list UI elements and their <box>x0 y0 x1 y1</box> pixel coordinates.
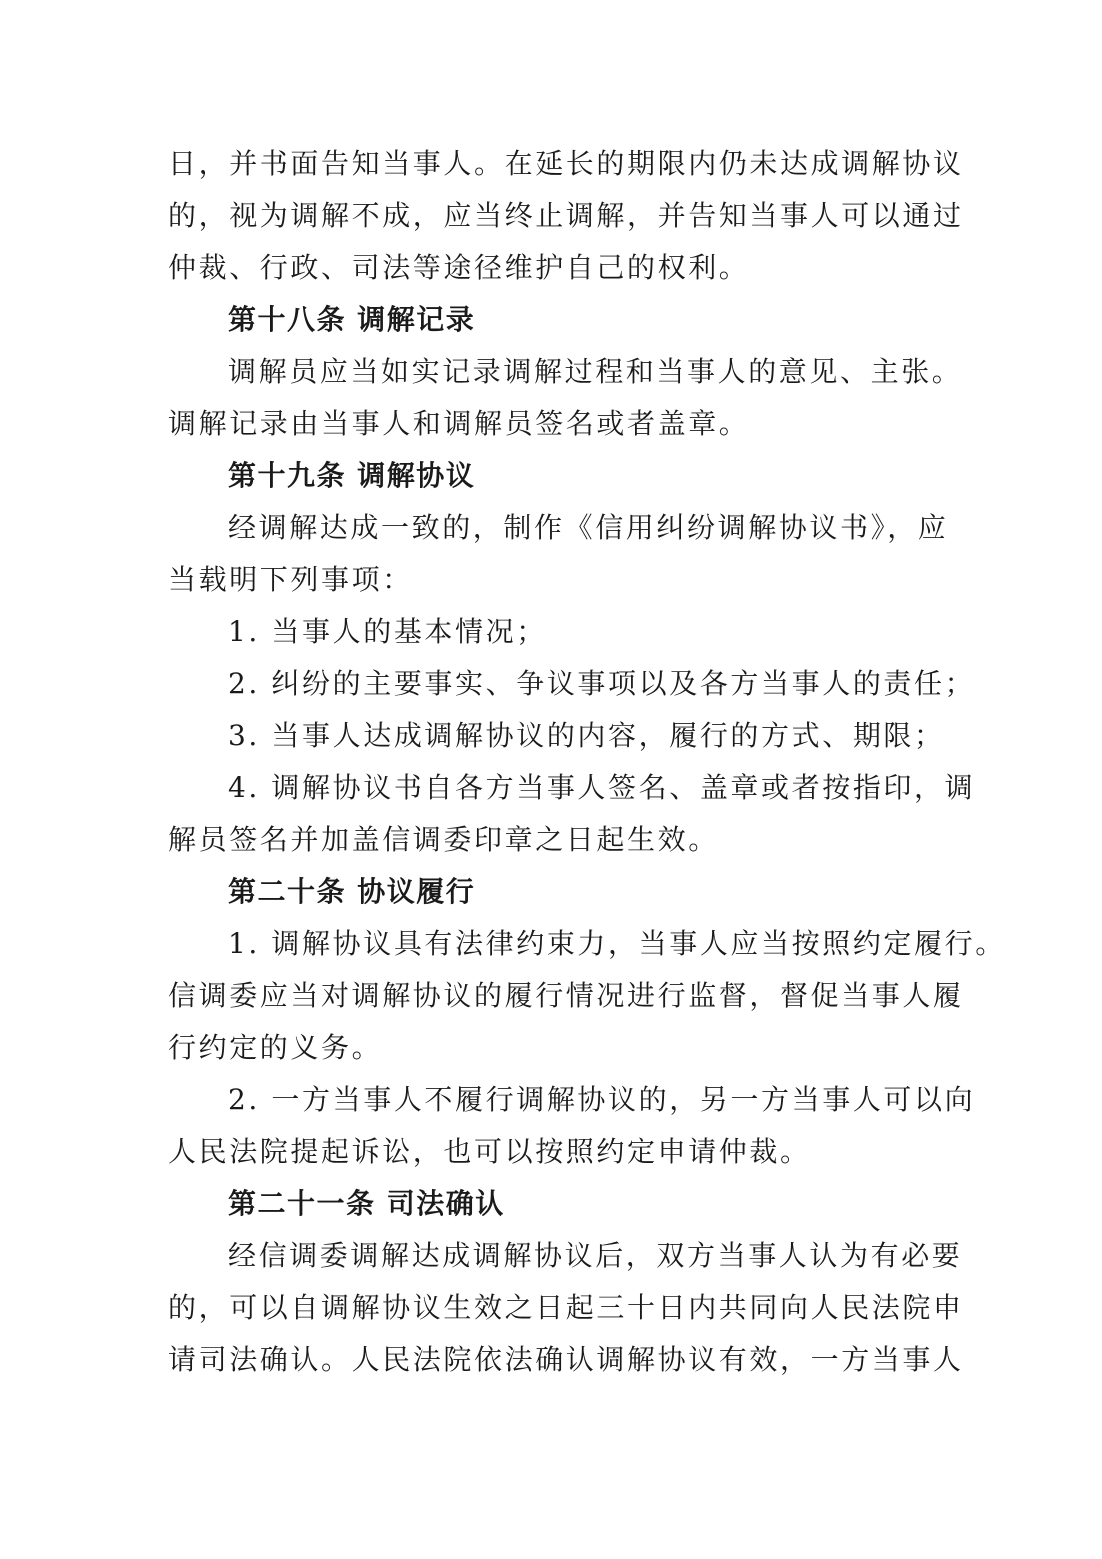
list-item: 1. 当事人的基本情况； <box>228 615 547 648</box>
body-line: 仲裁、行政、司法等途径维护自己的权利。 <box>168 251 750 284</box>
article-20-heading: 第二十条 协议履行 <box>228 875 476 908</box>
body-line: 的，视为调解不成，应当终止调解，并告知当事人可以通过 <box>168 199 964 232</box>
body-line: 调解员应当如实记录调解过程和当事人的意见、主张。 <box>228 355 963 388</box>
article-21-heading: 第二十一条 司法确认 <box>228 1187 505 1220</box>
body-line: 解员签名并加盖信调委印章之日起生效。 <box>168 823 719 856</box>
body-line: 当载明下列事项： <box>168 563 413 596</box>
list-item: 4. 调解协议书自各方当事人签名、盖章或者按指印，调 <box>228 771 976 804</box>
body-line: 经信调委调解达成调解协议后，双方当事人认为有必要 <box>228 1239 963 1272</box>
list-item: 2. 纠纷的主要事实、争议事项以及各方当事人的责任； <box>228 667 976 700</box>
article-19-heading: 第十九条 调解协议 <box>228 459 476 492</box>
body-line: 行约定的义务。 <box>168 1031 383 1064</box>
list-item: 3. 当事人达成调解协议的内容，履行的方式、期限； <box>228 719 945 752</box>
list-item: 2. 一方当事人不履行调解协议的，另一方当事人可以向 <box>228 1083 976 1116</box>
body-line: 经调解达成一致的，制作《信用纠纷调解协议书》，应 <box>228 511 949 544</box>
body-line: 的，可以自调解协议生效之日起三十日内共同向人民法院申 <box>168 1291 964 1324</box>
body-line: 日，并书面告知当事人。在延长的期限内仍未达成调解协议 <box>168 147 964 180</box>
body-line: 人民法院提起诉讼，也可以按照约定申请仲裁。 <box>168 1135 811 1168</box>
list-item: 1. 调解协议具有法律约束力，当事人应当按照约定履行。 <box>228 927 1006 960</box>
body-line: 调解记录由当事人和调解员签名或者盖章。 <box>168 407 750 440</box>
body-line: 请司法确认。人民法院依法确认调解协议有效，一方当事人 <box>168 1343 964 1376</box>
body-line: 信调委应当对调解协议的履行情况进行监督，督促当事人履 <box>168 979 964 1012</box>
article-18-heading: 第十八条 调解记录 <box>228 303 476 336</box>
document-body <box>168 138 1006 1386</box>
